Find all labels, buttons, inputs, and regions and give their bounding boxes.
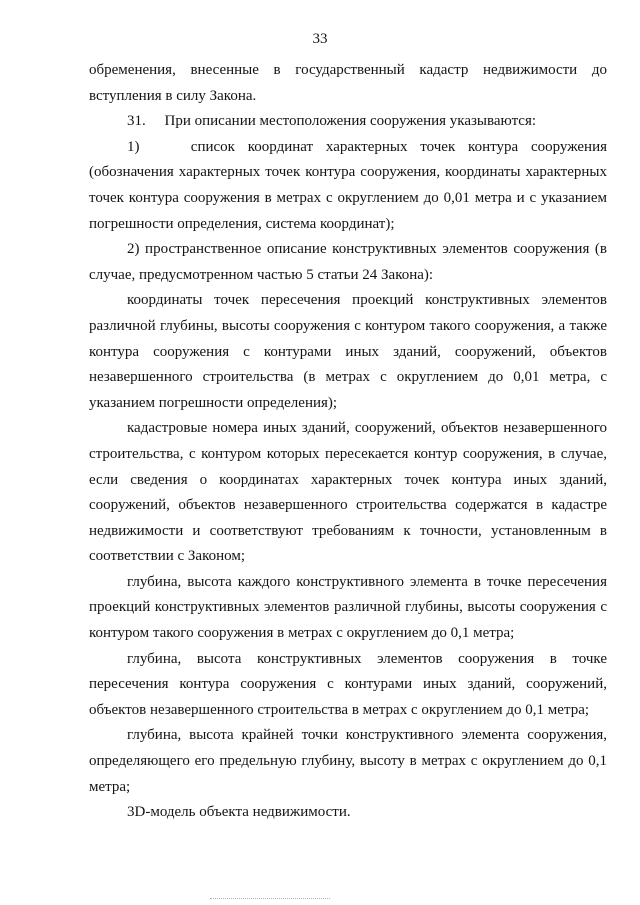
paragraph-item-31: 31. При описании местоположения сооружения указываются: xyxy=(127,113,537,130)
paragraph-depth-structural-elements: глубина, высота конструктивных элементов сооружения в точке пересечения контура сооружения с контурами иных зданий, сооружений, объектов незавершенного строительства в метрах с округлением до 0,1 метра; xyxy=(89,650,607,718)
paragraph-depth-extreme-point: глубина, высота крайней точки конструктивного элемента сооружения, определяющего его предельную глубину, высоту в метрах с округлением до 0,1 метра; xyxy=(89,727,607,795)
paragraph-3d-model: 3D-модель объекта недвижимости. xyxy=(127,804,351,821)
scan-artifact xyxy=(210,898,330,900)
paragraph-continuation: обременения, внесенные в государственный кадастр недвижимости до вступления в силу Закона. xyxy=(89,62,607,104)
page-number: 33 xyxy=(312,31,328,47)
paragraph-item-31-2: 2) пространственное описание конструктивных элементов сооружения (в случае, предусмотренном частью 5 статьи 24 Закона): xyxy=(89,241,607,283)
paragraph-coordinates: координаты точек пересечения проекций конструктивных элементов различной глубины, высоты сооружения с контуром такого сооружения, а также контура сооружения с контурами иных зданий, сооружений, объектов незавершенного строительства (в метрах с округлением до 0,01 метра, с указанием погрешности определения); xyxy=(89,292,607,411)
paragraph-cadastral-numbers: кадастровые номера иных зданий, сооружений, объектов незавершенного строительства, с контуром которых пересекается контур сооружения, в случае, если сведения о координатах характерных точек контура иных зданий, сооружений, объектов незавершенного строительства содержатся в кадастре недвижимости и соответствуют требованиям к точности, установленным в соответствии с Законом; xyxy=(89,420,607,565)
paragraph-item-31-1: 1) список координат характерных точек контура сооружения (обозначения характерных точек контура сооружения, координаты характерных точек контура сооружения в метрах с округлением до 0,01 метра и с указанием погрешности определения, система координат); xyxy=(89,138,607,232)
document-body xyxy=(89,58,607,826)
paragraph-depth-each-element: глубина, высота каждого конструктивного элемента в точке пересечения проекций конструктивных элементов различной глубины, высоты сооружения с контуром такого сооружения в метрах с округлением до 0,1 метра; xyxy=(89,573,607,642)
